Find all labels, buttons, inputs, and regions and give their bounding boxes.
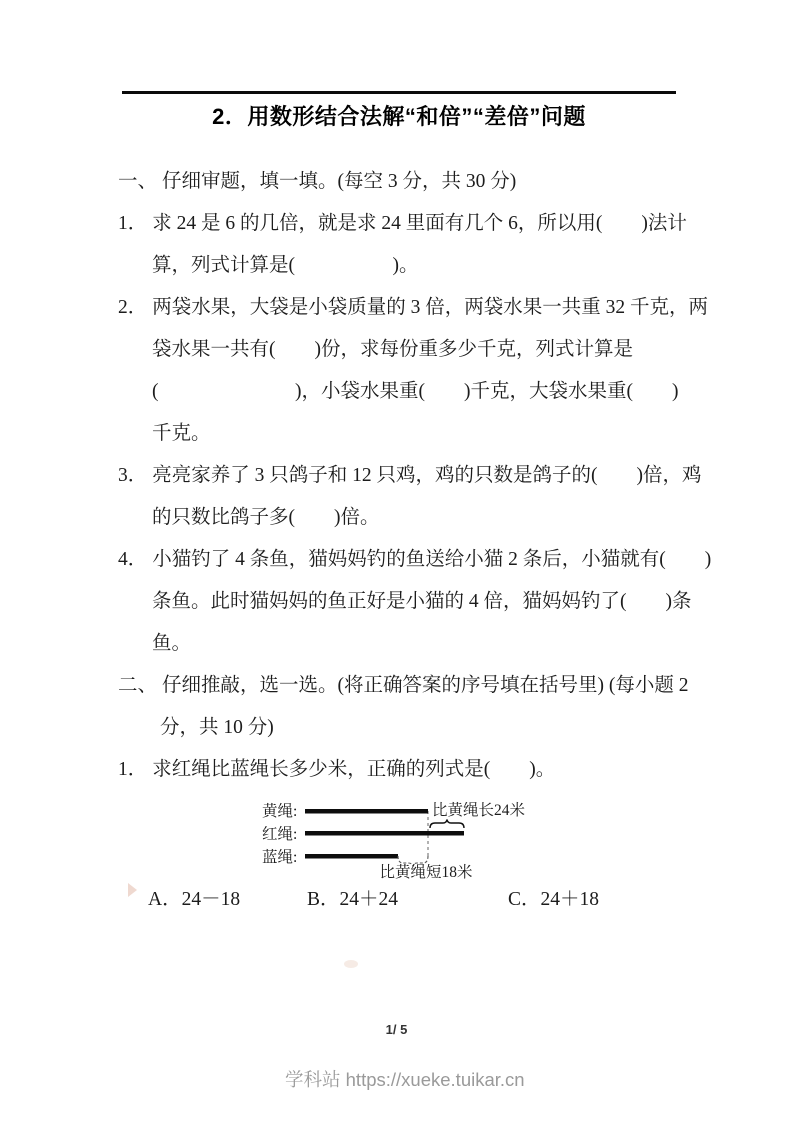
s1-q2-line-1 [118, 287, 709, 329]
option-c: C．24＋18 [508, 889, 600, 910]
blue-rope-bar [305, 854, 398, 859]
red-rope-bar [305, 831, 464, 836]
worksheet-body [118, 161, 712, 921]
s1-q2-line-3: ( )，小袋水果重( )千克，大袋水果重( ) [152, 381, 679, 402]
section-1-number: 一、 [118, 171, 158, 192]
s1-q3-line-1 [118, 455, 702, 497]
s1-q1-line-2: 算，列式计算是( )。 [152, 255, 419, 276]
s1-q4-text-1: 小猫钓了 4 条鱼，猫妈妈钓的鱼送给小猫 2 条后，小猫就有( ) [152, 549, 712, 570]
s1-q3-text-1: 亮亮家养了 3 只鸽子和 12 只鸡，鸡的只数是鸽子的( )倍，鸡 [152, 465, 702, 486]
title-rule [122, 91, 676, 94]
blue-rope-label: 蓝绳: [262, 849, 298, 866]
s1-q4-number: 4． [118, 549, 148, 570]
watermark-link: 学科站 https://xueke.tuikar.cn [285, 1069, 525, 1090]
option-a: A．24－18 [148, 889, 241, 910]
section-2-title: 仔细推敲，选一选。(将正确答案的序号填在括号里) (每小题 2 [162, 675, 689, 696]
s1-q4-line-1 [118, 539, 712, 581]
s1-q2-line-4: 千克。 [152, 423, 211, 444]
option-b: B．24＋24 [307, 889, 399, 910]
rope-diagram-svg [260, 795, 550, 879]
yellow-rope-label: 黄绳: [262, 803, 298, 820]
page-number: 1/ 5 [385, 1022, 408, 1037]
s1-q4-line-2: 条鱼。此时猫妈妈的鱼正好是小猫的 4 倍，猫妈妈钓了( )条 [152, 591, 692, 612]
shorter-annotation: 比黄绳短18米 [379, 864, 473, 879]
s1-q2-line-2: 袋水果一共有( )份，求每份重多少千克，列式计算是 [152, 339, 633, 360]
scan-artifact-arrow [128, 883, 137, 897]
s1-q1-line-1 [118, 203, 698, 245]
s1-q3-line-2: 的只数比鸽子多( )倍。 [152, 507, 380, 528]
rope-diagram [260, 795, 698, 879]
s1-q2-number: 2． [118, 297, 148, 318]
s1-q3-number: 3． [118, 465, 148, 486]
section-1-title: 仔细审题，填一填。(每空 3 分，共 30 分) [162, 171, 517, 192]
s1-q4-line-3: 鱼。 [152, 633, 192, 654]
red-rope-label: 红绳: [262, 826, 298, 843]
yellow-rope-bar [305, 809, 428, 814]
section-2-number: 二、 [118, 675, 158, 696]
section-1-heading [118, 161, 698, 203]
scan-artifact-smudge [344, 960, 358, 968]
s2-q1-text-1: 求红绳比蓝绳长多少米，正确的列式是( )。 [152, 759, 556, 780]
s1-q1-number: 1． [118, 213, 148, 234]
s2-q1-number: 1． [118, 759, 148, 780]
brace-longer [430, 820, 464, 829]
s1-q2-text-1: 两袋水果，大袋是小袋质量的 3 倍，两袋水果一共重 32 千克，两 [152, 297, 709, 318]
section-2-heading [118, 665, 698, 707]
longer-annotation: 比黄绳长24米 [432, 802, 526, 819]
answer-options [118, 879, 698, 921]
s1-q1-text-1: 求 24 是 6 的几倍，就是求 24 里面有几个 6，所以用( )法计 [152, 213, 687, 234]
page-title: 2．用数形结合法解“和倍”“差倍”问题 [212, 104, 586, 129]
section-2-heading-line-2: 分，共 10 分) [160, 717, 274, 738]
s2-q1-line-1 [118, 749, 698, 791]
